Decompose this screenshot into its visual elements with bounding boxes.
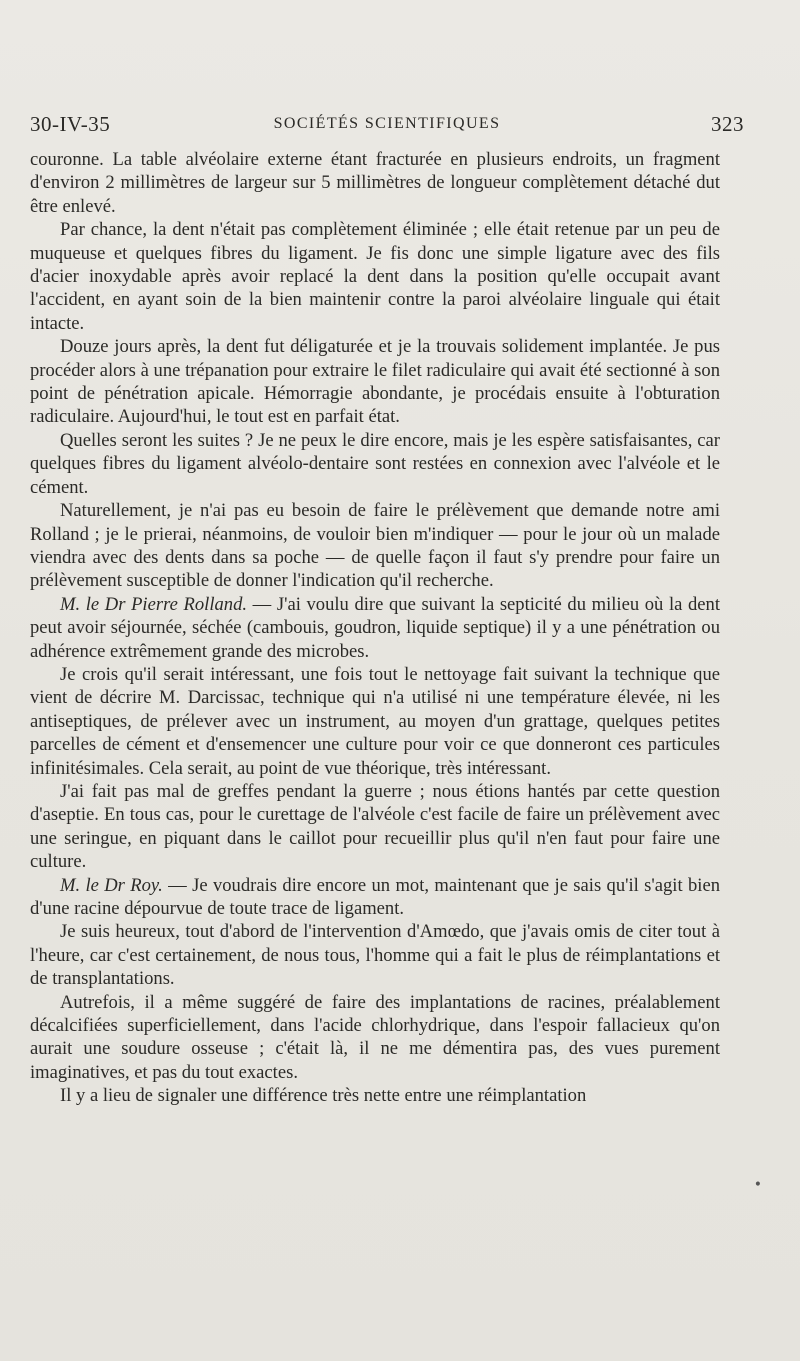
paragraph-7: Je crois qu'il serait intéressant, une fois tout le nettoyage fait suivant la technique que vient de décrire M. Darcissac, technique qui n'a utilisé ni une température élevée, ni les antiseptiques, de prélever avec un instrument, au moyen d'un grattage, quelques petites parcelles de cément et d'ensemencer une culture pour voir ce que donneront ces particules infinitésimales. Cela serait, au point de vue théorique, très intéressant. — [30, 663, 720, 779]
paragraph-5: Naturellement, je n'ai pas eu besoin de faire le prélèvement que demande notre ami Rolland ; je le prierai, néanmoins, de vouloir bien m'indiquer — pour le jour où un malade viendra avec des dents dans sa poche — de quelle façon il faut s'y prendre pour faire un prélèvement susceptible de donner l'indication qu'il recherche. — [30, 500, 720, 592]
paragraph-2: Par chance, la dent n'était pas complètement éliminée ; elle était retenue par un peu de muqueuse et quelques fibres du ligament. Je fis donc une simple ligature avec des fils d'acier inoxydable après avoir replacé la dent dans la position qu'elle occupait avant l'accident, en ayant soin de la bien maintenir contre la paroi alvéolaire linguale qui était intacte. — [30, 219, 720, 334]
stray-mark: • — [753, 1177, 762, 1193]
paragraph-3: Douze jours après, la dent fut déligaturée et je la trouvais solidement implantée. Je pus procéder alors à une trépanation pour extraire le filet radiculaire qui avait été sectionné à son point de pénétration apicale. Hémorragie abondante, je procédais ensuite à l'obturation radiculaire. Aujourd'hui, le tout est en parfait état. — [30, 336, 720, 428]
header-title: SOCIÉTÉS SCIENTIFIQUES — [273, 115, 501, 132]
header-date: 30-IV-35 — [30, 112, 111, 136]
paragraph-6-text: — J'ai voulu dire que suivant la septicité du milieu où la dent peut avoir séjournée, séchée (cambouis, goudron, liquide septique) il y a une pénétration ou adhérence extrêmement grande des microbes. — [30, 593, 720, 662]
paragraph-9-text: — Je voudrais dire encore un mot, maintenant que je sais qu'il s'agit bien d'une racine dépourvue de toute trace de ligament. — [30, 874, 720, 919]
speaker-rolland: M. le Dr Pierre Rolland. — [60, 593, 248, 615]
paragraph-1: couronne. La table alvéolaire externe étant fracturée en plusieurs endroits, un fragment d'environ 2 millimètres de largeur sur 5 millimètres de longueur complètement détaché dut être enlevé. — [30, 149, 720, 217]
paragraph-12: Il y a lieu de signaler une différence très nette entre une réimplantation — [60, 1085, 587, 1107]
paragraph-4: Quelles seront les suites ? Je ne peux le dire encore, mais je les espère satisfaisantes, car quelques fibres du ligament alvéolo-dentaire sont restées en connexion avec l'alvéole et le cément. — [30, 429, 720, 498]
paragraph-6 — [30, 593, 720, 663]
page-number: 323 — [711, 112, 744, 136]
body-text — [30, 148, 720, 1108]
paragraph-10: Je suis heureux, tout d'abord de l'intervention d'Amœdo, que j'avais omis de citer tout à l'heure, car c'est certainement, de nous tous, l'homme qui a fait le plus de réimplantations et de transplantations. — [30, 921, 720, 990]
paragraph-11: Autrefois, il a même suggéré de faire des implantations de racines, préalablement décalcifiées superficiellement, dans l'acide chlorhydrique, dans l'espoir fallacieux qu'on aurait une soudure osseuse ; c'était là, il ne me démentira pas, des vues purement imaginatives, et pas du tout exactes. — [30, 991, 720, 1083]
paragraph-8: J'ai fait pas mal de greffes pendant la guerre ; nous étions hantés par cette question d'aseptie. En tous cas, pour le curettage de l'alvéole c'est facile de faire un prélèvement avec une seringue, en piquant dans le caillot pour recueillir plus qu'il n'en faut pour faire une culture. — [30, 780, 720, 873]
paragraph-9 — [30, 874, 720, 921]
running-head — [30, 112, 744, 138]
speaker-roy: M. le Dr Roy. — [60, 874, 163, 896]
